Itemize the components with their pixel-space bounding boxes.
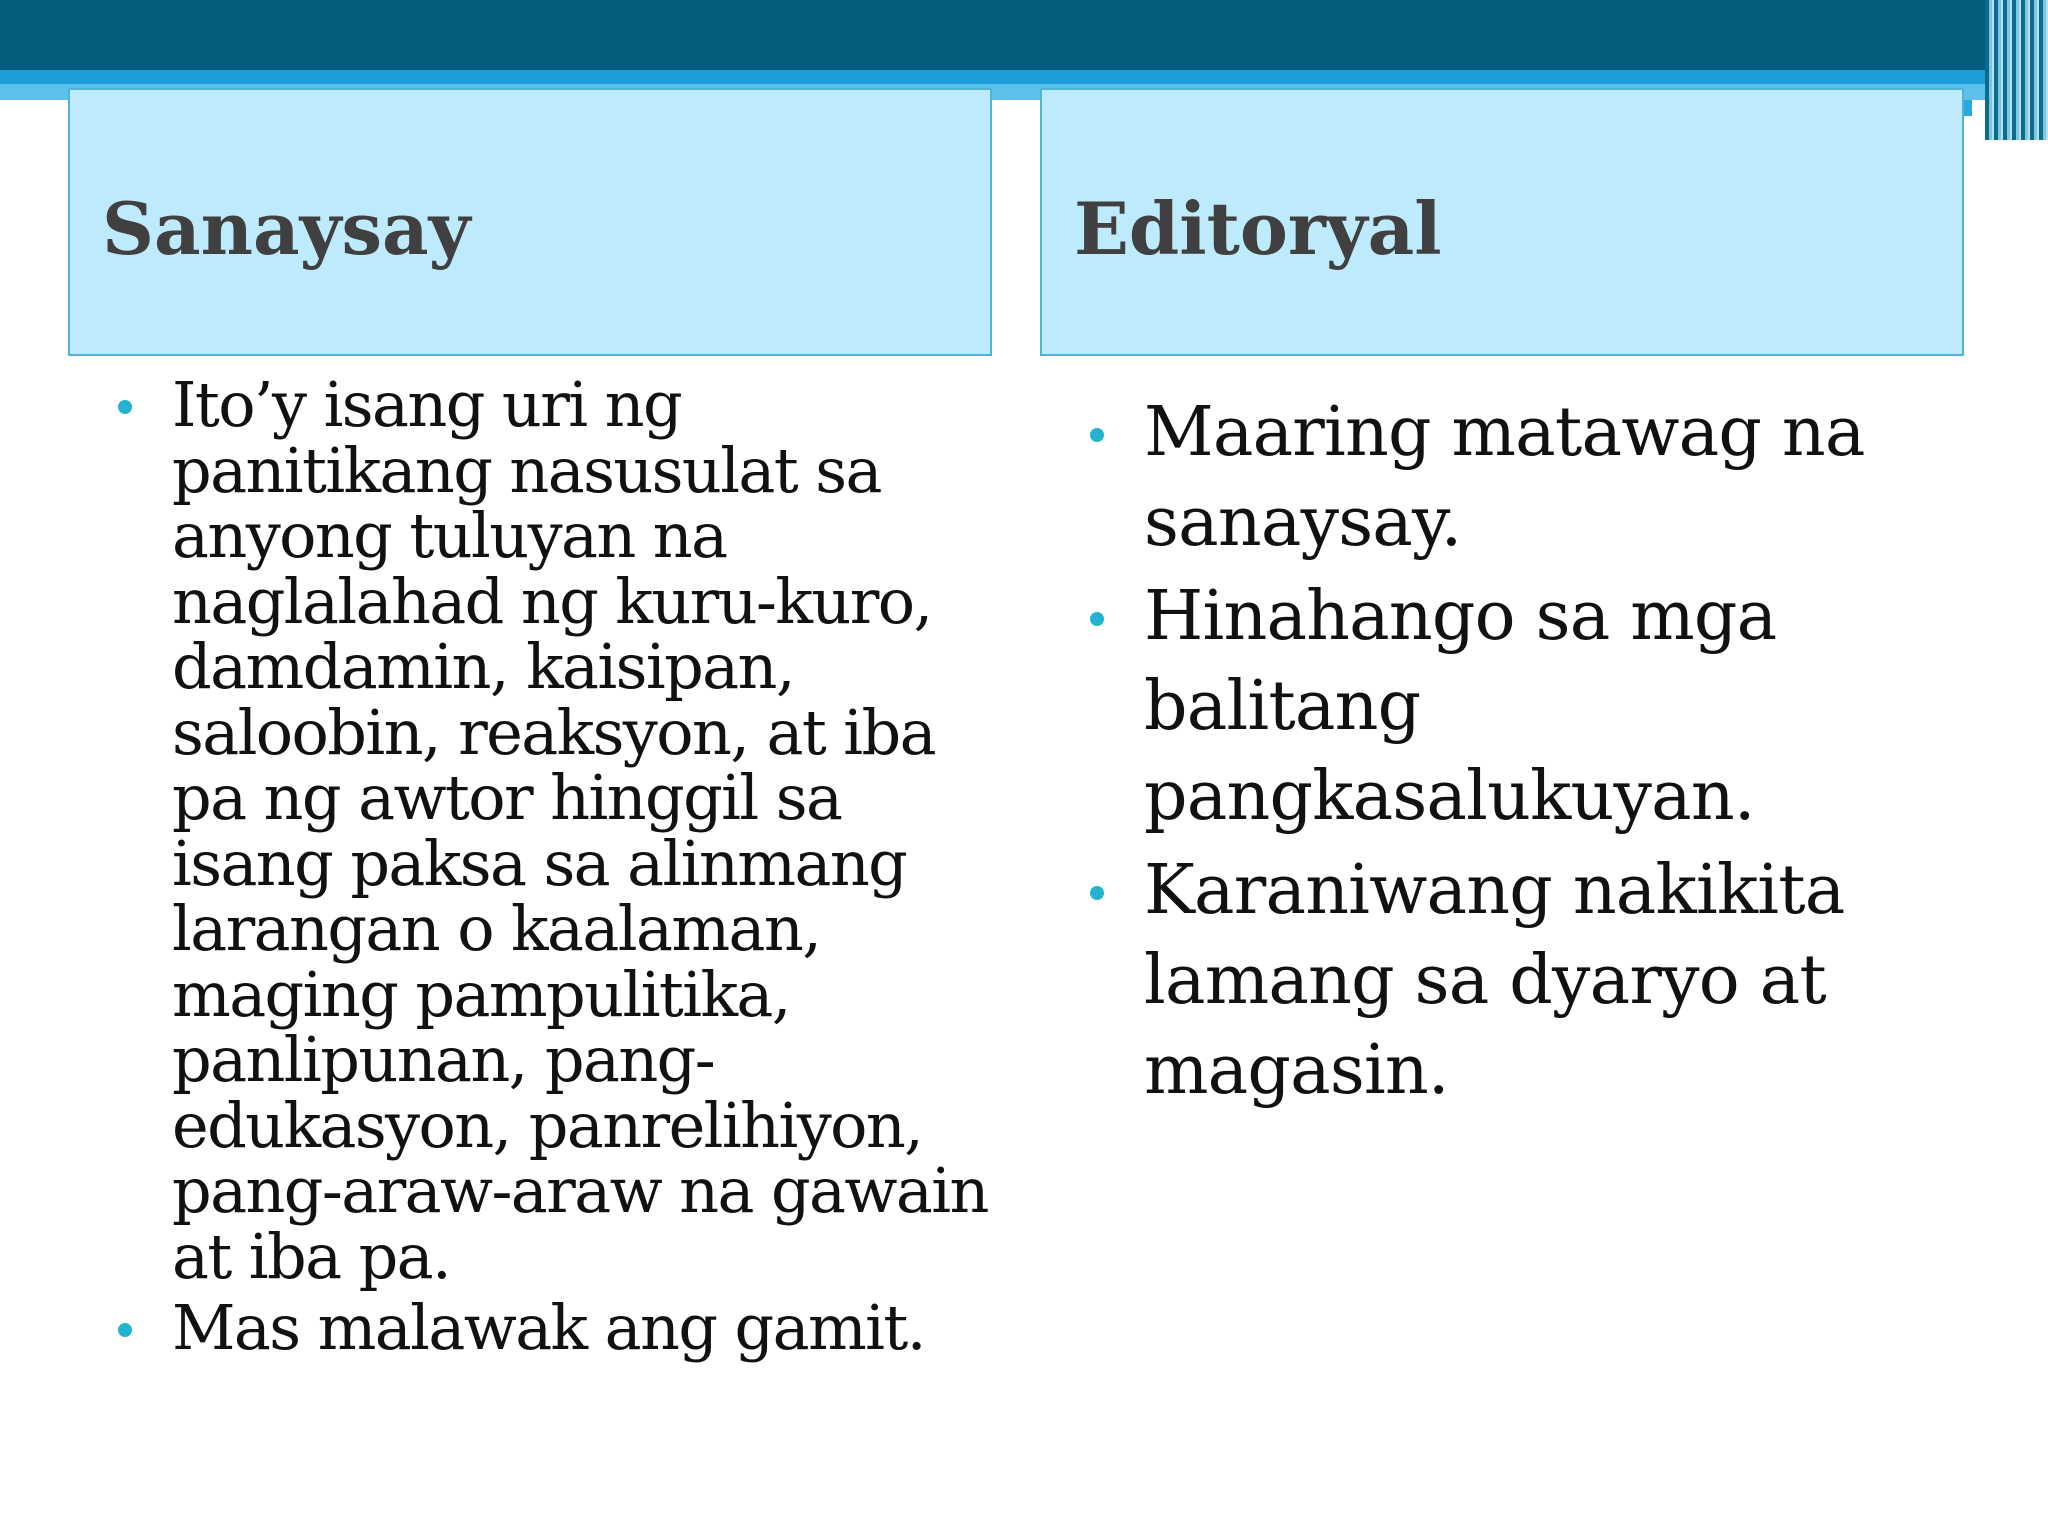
list-item [110,1291,990,1364]
bullet-dot-icon [1090,612,1104,626]
editoryal-header-box [1040,88,1964,356]
list-item [1082,388,1952,568]
sanaysay-header-box [68,88,992,356]
bullet-text: Maaring matawag na sanaysay. [1144,393,1865,562]
top-banner-blue [0,70,2048,84]
bullet-text: Hinahango sa mga balitang pangkasalukuyan. [1144,577,1777,836]
bullet-dot-icon [118,1323,132,1337]
editoryal-heading: Editoryal [1074,186,1442,271]
sanaysay-bullet-list [110,368,990,1367]
bullet-text: Mas malawak ang gamit. [172,1291,925,1364]
editoryal-bullet-list [1082,388,1952,1120]
bullet-dot-icon [118,400,132,414]
bullet-dot-icon [1090,886,1104,900]
bullet-dot-icon [1090,428,1104,442]
list-item [1082,572,1952,842]
top-banner-dark [0,0,2048,70]
banner-corner-stripes [1985,0,2048,140]
bullet-text: Ito’y isang uri ng panitikang nasusulat sa anyong tuluyan na naglalahad ng kuru-kuro, damdamin, kaisipan, saloobin, reaksyon, at iba pa ng awtor hinggil sa isang paksa sa alinmang larangan o kaalaman, maging pampulitika, panlipunan, pang-edukasyon, panrelihiyon, pang-araw-araw na gawain at iba pa. [172,368,988,1293]
list-item [1082,846,1952,1116]
list-item [110,368,990,1293]
sanaysay-heading: Sanaysay [102,186,471,271]
bullet-text: Karaniwang nakikita lamang sa dyaryo at magasin. [1144,851,1845,1110]
